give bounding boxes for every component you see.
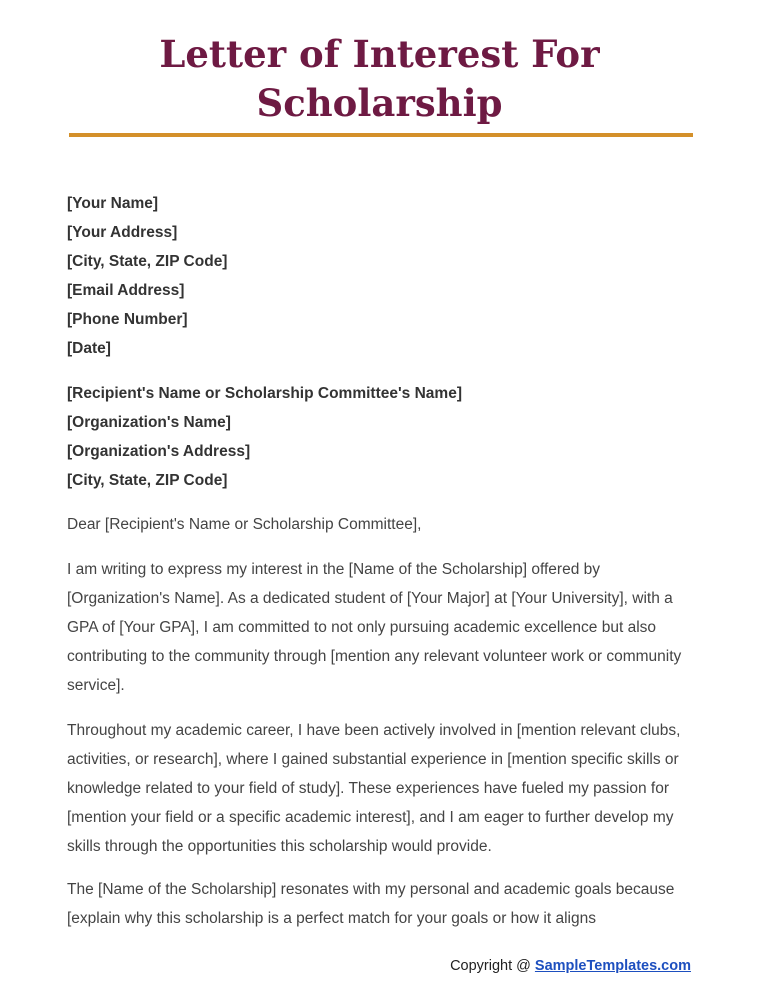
- sampletemplates-link[interactable]: SampleTemplates.com: [534, 958, 691, 974]
- body-paragraph-2: Throughout my academic career, I have been actively involved in [mention relevant clubs, activities, or research], where I gained substantial experience in [mention specific skills or knowledge related to your field of study]. These experiences have fueled my passion for [mention your field or a specific academic interest], and I am eager to further develop my skills through the opportunities this scholarship would provide.: [67, 722, 681, 855]
- recipient-name: [Recipient's Name or Scholarship Committee's Name]: [67, 385, 462, 402]
- title-line-2: Scholarship: [256, 81, 503, 125]
- sender-date: [Date]: [67, 340, 111, 357]
- recipient-block: [67, 379, 697, 495]
- body-paragraph-1: I am writing to express my interest in the [Name of the Scholarship] offered by [Organization's Name]. As a dedicated student of [Your Major] at [Your University], with a GPA of [Your GPA], I am committed to not only pursuing academic excellence but also contributing to the community through [mention any relevant volunteer work or community service].: [67, 561, 682, 694]
- copyright-text: Copyright @: [450, 958, 535, 974]
- copyright-footer: [450, 958, 691, 974]
- title-divider: [69, 133, 693, 137]
- recipient-city: [City, State, ZIP Code]: [67, 472, 228, 489]
- recipient-organization: [Organization's Name]: [67, 414, 231, 431]
- sender-phone: [Phone Number]: [67, 311, 188, 328]
- salutation: Dear [Recipient's Name or Scholarship Committee],: [67, 516, 422, 533]
- sender-email: [Email Address]: [67, 282, 185, 299]
- recipient-address: [Organization's Address]: [67, 443, 251, 460]
- title-line-1: Letter of Interest For: [159, 32, 600, 76]
- body-paragraph-3: The [Name of the Scholarship] resonates with my personal and academic goals because [explain why this scholarship is a perfect match for your goals or how it aligns: [67, 881, 675, 927]
- sender-city: [City, State, ZIP Code]: [67, 253, 228, 270]
- sender-name: [Your Name]: [67, 195, 159, 212]
- sender-address: [Your Address]: [67, 224, 178, 241]
- sender-block: [67, 189, 697, 363]
- document-title: [0, 30, 759, 128]
